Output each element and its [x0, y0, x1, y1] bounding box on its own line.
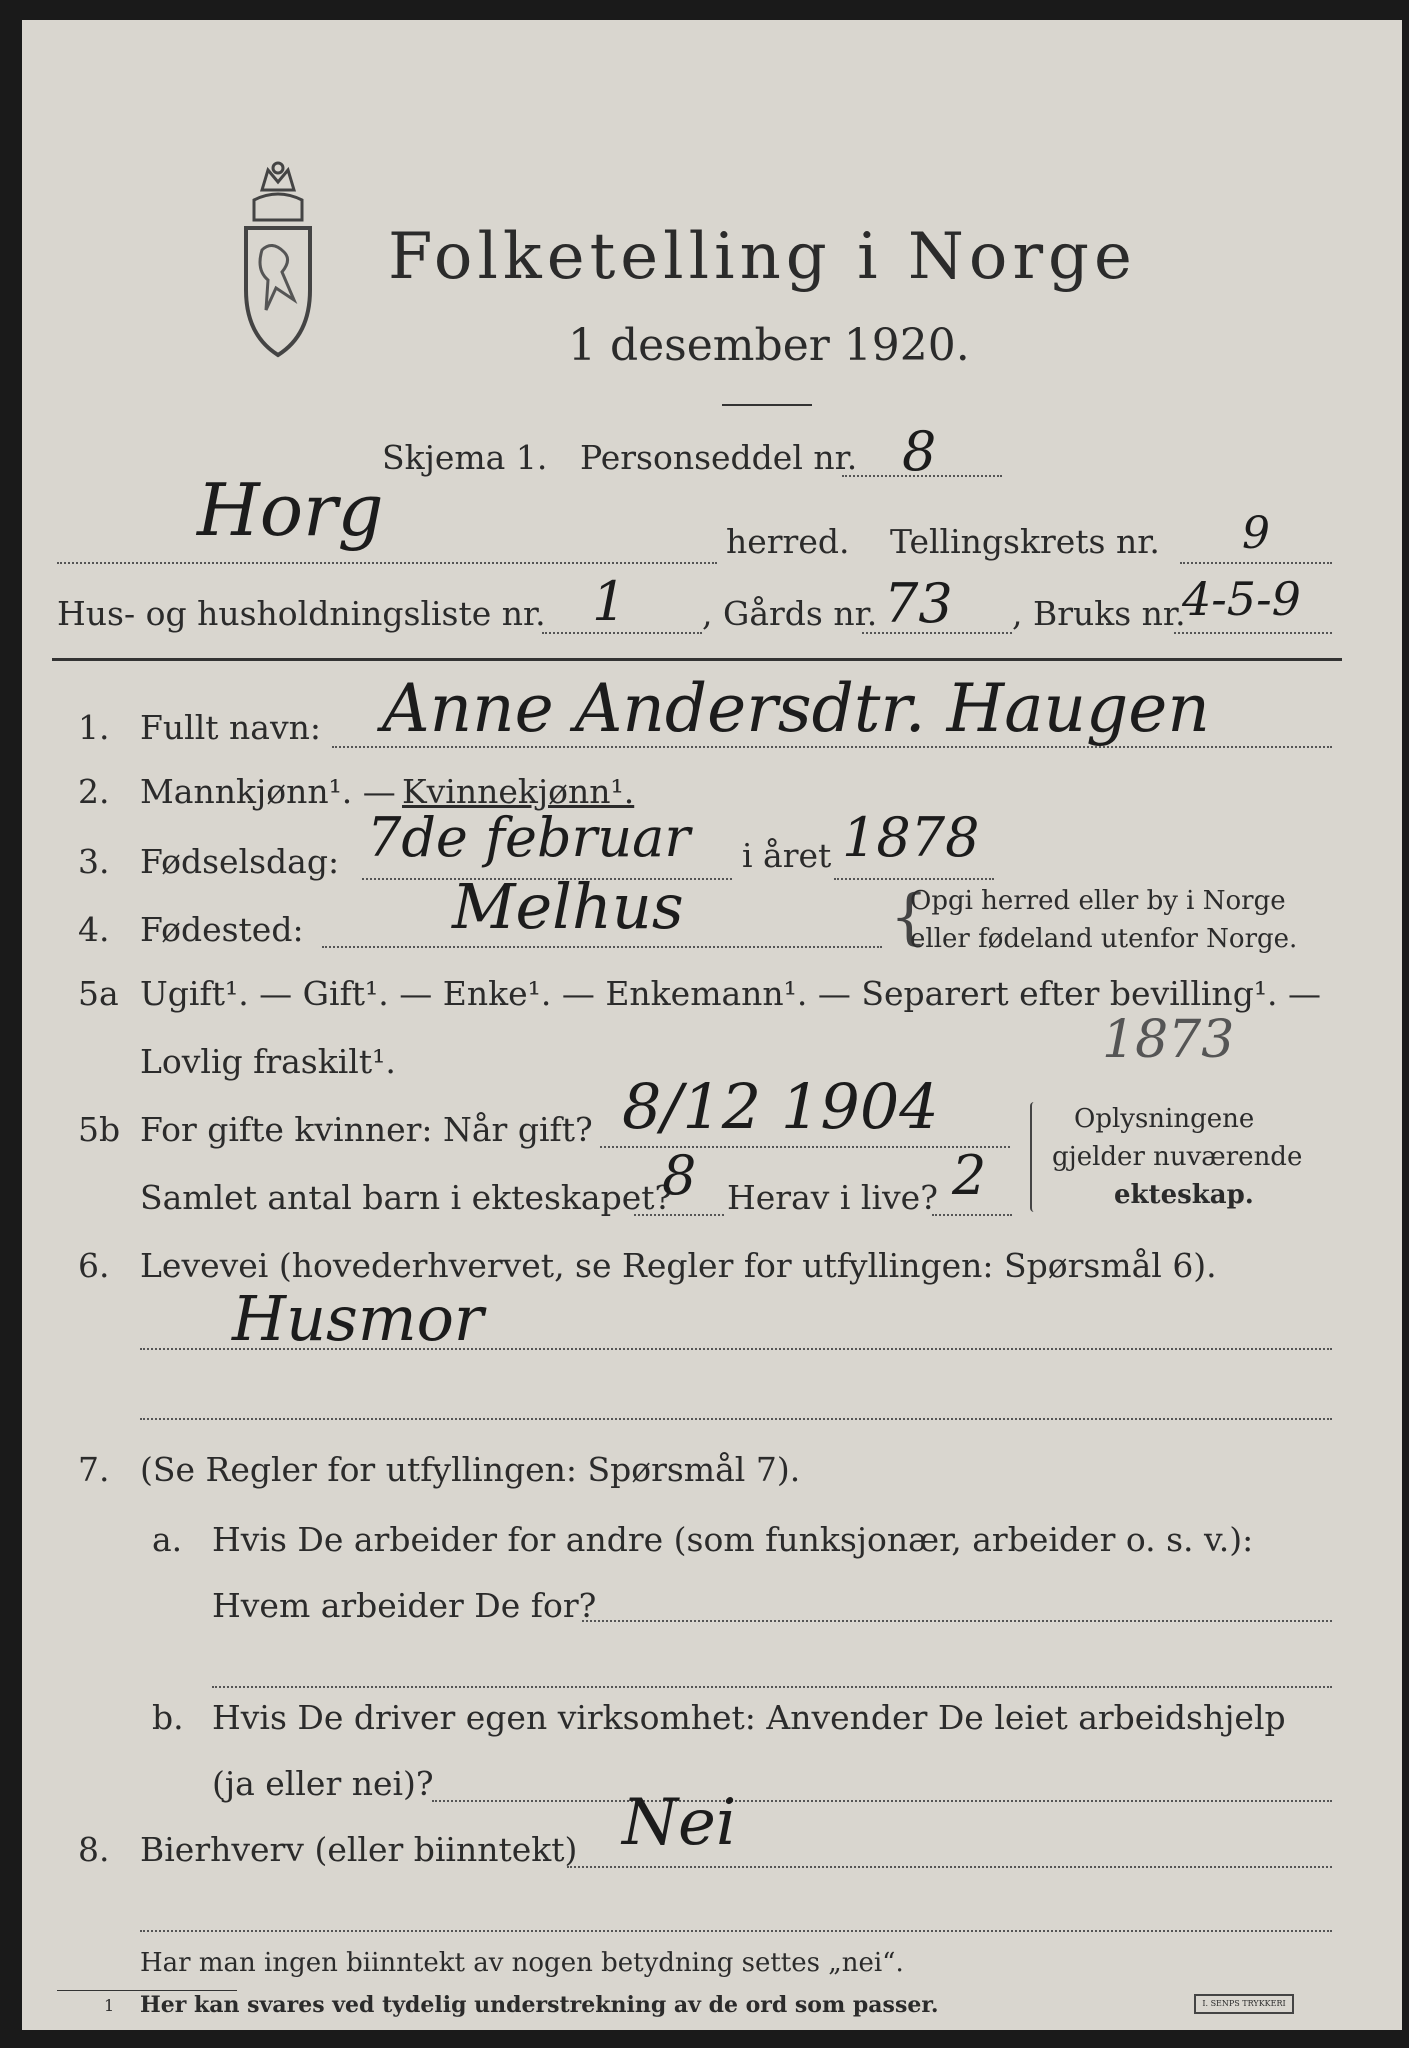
header-divider — [52, 658, 1342, 661]
printer-stamp: I. SENPS TRYKKERI — [1194, 1994, 1294, 2014]
skjema-label: Skjema 1. — [382, 438, 548, 477]
form-title: Folketelling i Norge — [388, 220, 1137, 294]
q1-label: Fullt navn: — [140, 708, 321, 747]
q7-number: 7. — [78, 1450, 110, 1489]
herred-label: herred. — [726, 522, 850, 561]
q5a-number: 5a — [78, 974, 119, 1013]
q7a-question: Hvem arbeider De for? — [212, 1586, 597, 1625]
q7b-number: b. — [152, 1698, 184, 1737]
birth-year-value: 1878 — [842, 806, 980, 869]
census-date: 1 desember 1920. — [568, 320, 970, 371]
side-income-value: Nei — [622, 1786, 737, 1860]
side-income-label: Bierhverv (eller biinntekt) — [140, 1830, 578, 1869]
side-income-line-1 — [567, 1866, 1332, 1868]
birthplace-note-2: eller fødeland utenfor Norge. — [910, 924, 1298, 954]
husliste-value: 1 — [592, 570, 627, 633]
q7b-question: (ja eller nei)? — [212, 1764, 434, 1803]
margin-note: 1873 — [1102, 1010, 1235, 1070]
birthplace-line — [322, 946, 882, 948]
children-total-line — [634, 1214, 724, 1216]
year-line — [834, 878, 994, 880]
birthplace-value: Melhus — [452, 870, 684, 943]
coat-of-arms-icon — [232, 160, 324, 364]
employer-line-1 — [582, 1620, 1332, 1622]
married-date-value: 8/12 1904 — [622, 1070, 939, 1143]
brace-icon: { — [890, 882, 929, 952]
birthday-value: 7de februar — [367, 806, 691, 869]
q2-number: 2. — [78, 772, 110, 811]
marriage-note-3: ekteskap. — [1114, 1180, 1254, 1210]
married-date-label: For gifte kvinner: Når gift? — [140, 1110, 593, 1149]
q7a-number: a. — [152, 1520, 183, 1559]
children-alive-line — [932, 1214, 1012, 1216]
full-name-value: Anne Andersdtr. Haugen — [382, 670, 1210, 747]
year-label: i året — [742, 836, 832, 875]
occupation-value: Husmor — [232, 1282, 484, 1355]
gards-value: 73 — [884, 572, 953, 635]
q6-number: 6. — [78, 1246, 110, 1285]
bruks-label: , Bruks nr. — [1012, 594, 1186, 633]
divorced-option: Lovlig fraskilt¹. — [140, 1042, 396, 1081]
birthplace-note-1: Opgi herred eller by i Norge — [910, 886, 1286, 916]
children-alive-label: Herav i live? — [727, 1178, 938, 1217]
side-income-line-2 — [140, 1930, 1332, 1932]
q7a-text: Hvis De arbeider for andre (som funksjonær, arbeider o. s. v.): — [212, 1520, 1254, 1559]
title-divider — [722, 404, 812, 406]
herred-line — [57, 562, 717, 564]
q4-label: Fødested: — [140, 910, 304, 949]
personseddel-label: Personseddel nr. — [580, 438, 858, 477]
employer-line-2 — [212, 1686, 1332, 1688]
marriage-note-2: gjelder nuværende — [1052, 1142, 1303, 1172]
bracket-icon — [1030, 1102, 1038, 1212]
tellingskrets-label: Tellingskrets nr. — [890, 522, 1160, 561]
occupation-label: Levevei (hovederhvervet, se Regler for utfyllingen: Spørsmål 6). — [140, 1246, 1217, 1285]
male-option: Mannkjønn¹. — — [140, 772, 396, 811]
children-total-label: Samlet antal barn i ekteskapet? — [140, 1178, 673, 1217]
marriage-note-1: Oplysningene — [1074, 1104, 1255, 1134]
marital-status-options: Ugift¹. — Gift¹. — Enke¹. — Enkemann¹. — Separert efter bevilling¹. — — [140, 974, 1322, 1013]
q7-label: (Se Regler for utfyllingen: Spørsmål 7). — [140, 1450, 801, 1489]
q3-label: Fødselsdag: — [140, 842, 340, 881]
footnote-number: 1 — [104, 1996, 115, 2015]
q4-number: 4. — [78, 910, 110, 949]
footnote-divider — [57, 1990, 237, 1991]
q7b-text: Hvis De driver egen virksomhet: Anvender De leiet arbeidshjelp — [212, 1698, 1286, 1737]
occupation-line-1 — [140, 1348, 1332, 1350]
children-total-value: 8 — [662, 1144, 697, 1207]
census-form — [22, 20, 1402, 2030]
q1-number: 1. — [78, 708, 110, 747]
bruks-line — [1174, 632, 1332, 634]
q3-number: 3. — [78, 842, 110, 881]
bruks-value: 4-5-9 — [1182, 572, 1301, 626]
occupation-line-2 — [140, 1418, 1332, 1420]
herred-value: Horg — [197, 468, 384, 552]
husliste-label: Hus- og husholdningsliste nr. — [57, 594, 546, 633]
q5b-number: 5b — [78, 1110, 121, 1149]
tellingskrets-line — [1180, 562, 1332, 564]
q8-number: 8. — [78, 1830, 110, 1869]
gards-label: , Gårds nr. — [702, 594, 878, 633]
footnote-text: Her kan svares ved tydelig understrekning av de ord som passer. — [140, 1992, 939, 2018]
female-option: Kvinnekjønn¹. — [402, 772, 635, 811]
personseddel-value: 8 — [902, 420, 937, 483]
tellingskrets-value: 9 — [1242, 508, 1270, 559]
footer-note: Har man ingen biinntekt av nogen betydning settes „nei“. — [140, 1948, 904, 1978]
children-alive-value: 2 — [952, 1144, 987, 1207]
hired-help-line — [432, 1800, 1332, 1802]
